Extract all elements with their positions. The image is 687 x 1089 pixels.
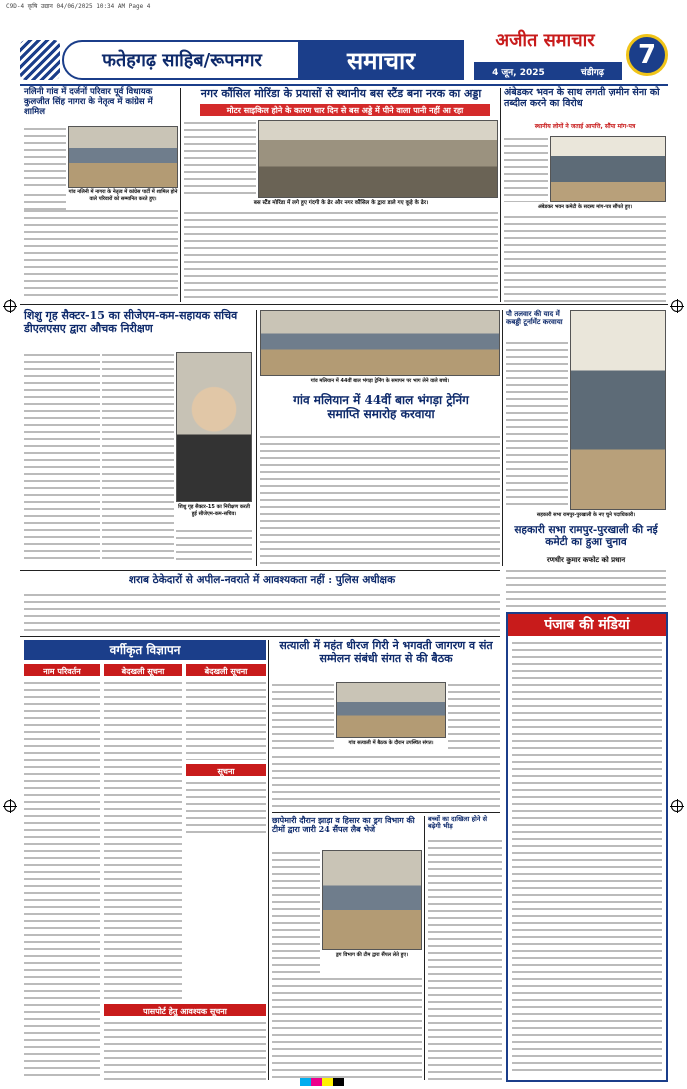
headline-satyali: सत्याली में महंत धीरज गिरी ने भगवती जागरण व संत सम्मेलन संबंधी संगत से की बैठक: [279, 639, 493, 665]
headline-ambedkar: अंबेडकर भवन के साथ लगती ज़मीन सेना को तब्दील करने का विरोध: [504, 87, 660, 109]
photo-busstand: [258, 120, 498, 198]
edition-title: फतेहगढ़ साहिब/रूपनगर: [62, 40, 302, 80]
column-rule: [256, 310, 257, 566]
subhead-ambedkar: स्थानीय लोगों ने जताई आपत्ति, सौंपा मांग-पत्र: [534, 123, 636, 130]
print-slug: C9D-4 कृषि उद्यान 04/06/2025 10:34 AM Page 4: [6, 3, 151, 10]
tag-notice: सूचना: [186, 764, 266, 776]
classified-column: [186, 680, 266, 760]
headline-drug-dept: छापेमारी दौरान झाड़ा व हिसार का ड्रग विभाग की टीमों द्वारा जारी 24 सैंपल लैब भेजे: [272, 815, 415, 835]
column-rule: [424, 816, 425, 1080]
story-text: [428, 838, 502, 1080]
caption-nalini: गांव नलिनी में नागरा के नेतृत्व में कांग्रेस पार्टी में शामिल होने वाले परिवारों को सम्मानित करते हुए।: [68, 189, 178, 202]
page-number: 7: [626, 34, 668, 76]
section-title: समाचार: [298, 40, 464, 80]
photo-inspection: [176, 352, 252, 502]
caption-drug-dept: ड्रग विभाग की टीम द्वारा सैंपल लेते हुए।: [336, 952, 408, 958]
subhead-morinda: मोटर साइकिल होने के कारण चार दिन से बस अड्डे में पीने वाला पानी नहीं आ रहा: [200, 104, 490, 116]
story-text: [260, 434, 500, 566]
classifieds-title: वर्गीकृत विज्ञापन: [24, 640, 266, 660]
issue-date: 4 जून, 2025: [492, 67, 545, 78]
mandi-title: पंजाब की मंडियां: [508, 614, 666, 636]
story-text: [184, 210, 498, 302]
story-text: [184, 120, 256, 198]
story-text: [272, 850, 320, 974]
caption-busstand: बस स्टैंड मोरिंडा में लगे हुए गंदगी के ढेर और नगर कौंसिल के द्वारा डाले गए कूड़े के ढेर।: [253, 200, 429, 206]
story-text: [504, 136, 548, 202]
subhead-sahkari: रणधीर कुमार कफोट को प्रधान: [546, 556, 626, 564]
photo-bhangra: [260, 310, 500, 376]
column-rule: [180, 88, 181, 302]
tag-eviction-notice: बेदखली सूचना: [104, 664, 182, 676]
masthead-decoration: [20, 40, 60, 80]
photo-satyali: [336, 682, 446, 738]
headline-sharab: शराब ठेकेदारों से अपील-नवराते में आवश्यकता नहीं : पुलिस अधीक्षक: [128, 574, 396, 586]
registration-mark-icon: [671, 800, 683, 812]
story-text: [506, 340, 568, 510]
registration-mark-icon: [4, 300, 16, 312]
caption-sahkari: सहकारी सभा रामपुर-पुरखाली के नए चुने पदाधिकारी।: [536, 512, 636, 518]
headline-shishu-grih: शिशु गृह सैक्टर-15 का सीजेएम-कम-सहायक सचिव डीएलएसए द्वारा औचक निरीक्षण: [24, 309, 238, 335]
story-text: [102, 352, 174, 562]
story-text: [24, 208, 178, 298]
caption-satyali: गांव सत्याली में बैठक के दौरान उपस्थित संगत।: [348, 740, 434, 746]
story-text: [176, 528, 252, 562]
story-text: [272, 754, 500, 810]
photo-nalini: [68, 126, 178, 188]
headline-bhangra: गांव मलियान में 44वीं बाल भंगड़ा ट्रेनिंग समाप्ति समारोह करवाया: [293, 393, 469, 421]
registration-mark-icon: [4, 800, 16, 812]
story-text: [24, 352, 100, 562]
story-text: [506, 568, 666, 608]
column-rule: [502, 310, 503, 566]
headline-sahkari: सहकारी सभा रामपुर-पुरखाली की नई कमेटी का हुआ चुनाव: [514, 524, 658, 549]
caption-inspection: शिशु गृह सैक्टर-15 का निरीक्षण करती हुई सीजेएम-कम-सचिव।: [178, 504, 250, 517]
classified-column: [104, 680, 182, 1000]
masthead-rule: [20, 84, 668, 86]
column-rule: [268, 640, 269, 1080]
story-text: [24, 126, 66, 190]
classified-column: [24, 680, 100, 1080]
tag-eviction-notice: बेदखली सूचना: [186, 664, 266, 676]
tag-passport-notice: पासपोर्ट हेतु आवश्यक सूचना: [104, 1004, 266, 1016]
registration-mark-icon: [671, 300, 683, 312]
headline-kabaddi: पौ तलवार की याद में कबड्डी टूर्नामेंट करवाया: [506, 309, 563, 327]
classified-column: [104, 1020, 266, 1080]
story-text: [504, 214, 666, 302]
classified-column: [186, 780, 266, 836]
photo-drug-dept: [322, 850, 422, 950]
mandi-list: [512, 640, 662, 1076]
headline-admission: बच्चों का दाखिला होने से बढ़ेगी भीड़: [428, 815, 488, 831]
story-text: [272, 682, 334, 750]
row-rule: [20, 636, 500, 637]
paper-name: अजीत समाचार: [495, 30, 595, 51]
story-text: [448, 682, 500, 750]
story-text: [24, 592, 500, 634]
row-rule: [20, 570, 500, 571]
caption-ambedkar: अंबेडकर भवन कमेटी के सदस्य मांग-पत्र सौंपते हुए।: [537, 204, 633, 210]
story-text: [272, 976, 422, 1080]
issue-city: चंडीगढ़: [580, 67, 604, 78]
tag-name-change: नाम परिवर्तन: [24, 664, 100, 676]
date-bar: [474, 62, 622, 80]
headline-morinda: नगर कौंसिल मोरिंडा के प्रयासों से स्थानीय बस स्टैंड बना नरक का अड्डा: [200, 87, 482, 100]
photo-ambedkar: [550, 136, 666, 202]
photo-kabaddi: [570, 310, 666, 510]
column-rule: [500, 88, 501, 302]
caption-bhangra: गांव मलियान में 44वीं बाल भंगड़ा ट्रेनिंग के समापन पर भाग लेने वाले बच्चे।: [310, 378, 450, 384]
headline-nalini: नलिनी गांव में दर्जनों परिवार पूर्व विधायक कुलजीत सिंह नागरा के नेतृत्व में कांग्रेस में शामिल: [24, 87, 153, 117]
row-rule: [272, 812, 500, 813]
row-rule: [20, 304, 668, 305]
